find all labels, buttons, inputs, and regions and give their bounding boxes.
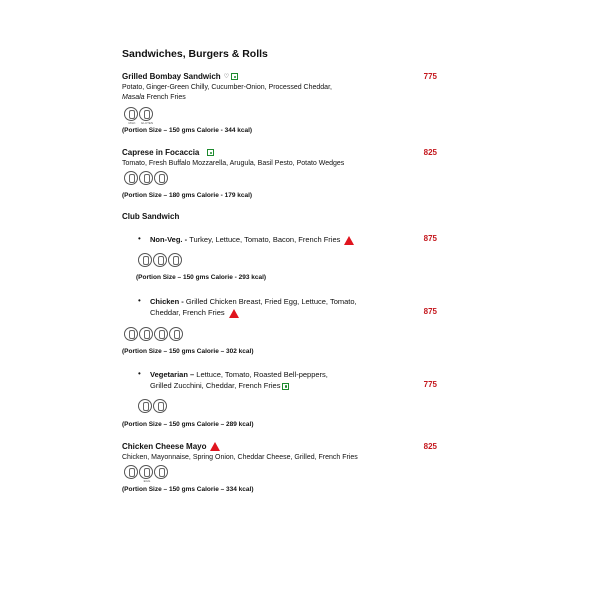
item-title: Caprese in Focaccia bbox=[122, 148, 200, 157]
portion-info: (Portion Size – 150 gms Calorie - 293 kcal) bbox=[136, 274, 267, 281]
bullet: • bbox=[138, 369, 141, 378]
item-description: Potato, Ginger-Green Chilly, Cucumber-Onion, Processed Cheddar, Masala French Fries bbox=[122, 84, 332, 101]
item-price: 875 bbox=[423, 307, 437, 316]
bullet: • bbox=[138, 296, 141, 305]
nuts-icon bbox=[154, 171, 168, 185]
mild-spice-icon: ♡ bbox=[223, 74, 230, 81]
milk-icon bbox=[169, 327, 183, 341]
gluten-icon bbox=[138, 253, 152, 267]
club-option: Vegetarian – Lettuce, Tomato, Roasted Bell-peppers, Grilled Zucchini, Cheddar, French Fries bbox=[150, 370, 328, 390]
item-name bbox=[122, 72, 238, 81]
veg-mark-icon bbox=[231, 73, 238, 80]
allergen-icons bbox=[124, 465, 168, 483]
non-veg-mark-icon bbox=[210, 442, 220, 451]
allergen-icons bbox=[124, 171, 168, 185]
club-heading: Club Sandwich bbox=[122, 212, 180, 221]
gluten-icon: GLUTEN bbox=[139, 107, 153, 121]
portion-info: (Portion Size – 150 gms Calorie – 334 kcal) bbox=[122, 486, 254, 493]
portion-info: (Portion Size – 150 gms Calorie - 344 kcal) bbox=[122, 127, 253, 134]
egg-icon bbox=[168, 253, 182, 267]
portion-info: (Portion Size – 150 gms Calorie – 289 kcal) bbox=[122, 421, 254, 428]
item-price: 875 bbox=[423, 234, 437, 243]
egg-icon bbox=[154, 327, 168, 341]
portion-info: (Portion Size – 150 gms Calorie – 302 kcal) bbox=[122, 348, 254, 355]
mustard-icon bbox=[153, 253, 167, 267]
milk-icon: MILK bbox=[124, 107, 138, 121]
item-price: 825 bbox=[423, 148, 437, 157]
item-price: 775 bbox=[423, 72, 437, 81]
gluten-icon bbox=[124, 465, 138, 479]
item-price: 825 bbox=[423, 442, 437, 451]
milk-icon bbox=[153, 399, 167, 413]
gluten-icon bbox=[139, 171, 153, 185]
gluten-icon bbox=[138, 399, 152, 413]
allergen-icons bbox=[124, 327, 183, 341]
veg-mark-icon bbox=[207, 149, 214, 156]
mustard-icon bbox=[139, 327, 153, 341]
portion-info: (Portion Size – 180 gms Calorie - 179 kcal) bbox=[122, 192, 253, 199]
bullet: • bbox=[138, 234, 141, 243]
club-option: Chicken - Grilled Chicken Breast, Fried Egg, Lettuce, Tomato, Cheddar, French Fries bbox=[150, 297, 357, 317]
item-title: Grilled Bombay Sandwich bbox=[122, 72, 221, 81]
club-option: Non-Veg. - Turkey, Lettuce, Tomato, Bacon, French Fries bbox=[150, 234, 354, 245]
item-title: Chicken Cheese Mayo bbox=[122, 442, 207, 451]
milk-icon bbox=[154, 465, 168, 479]
egg-icon: EGG bbox=[139, 465, 153, 479]
item-description: Chicken, Mayonnaise, Spring Onion, Cheddar Cheese, Grilled, French Fries bbox=[122, 454, 358, 461]
item-price: 775 bbox=[423, 380, 437, 389]
allergen-icons bbox=[138, 399, 167, 413]
milk-icon bbox=[124, 171, 138, 185]
non-veg-mark-icon bbox=[344, 236, 354, 245]
item-name bbox=[122, 148, 214, 157]
item-name bbox=[122, 442, 220, 451]
allergen-icons bbox=[138, 253, 182, 267]
section-heading: Sandwiches, Burgers & Rolls bbox=[122, 48, 268, 60]
item-description: Tomato, Fresh Buffalo Mozzarella, Arugula, Basil Pesto, Potato Wedges bbox=[122, 160, 345, 167]
allergen-icons bbox=[124, 107, 154, 125]
gluten-icon bbox=[124, 327, 138, 341]
veg-mark-icon bbox=[282, 383, 289, 390]
non-veg-mark-icon bbox=[229, 309, 239, 318]
